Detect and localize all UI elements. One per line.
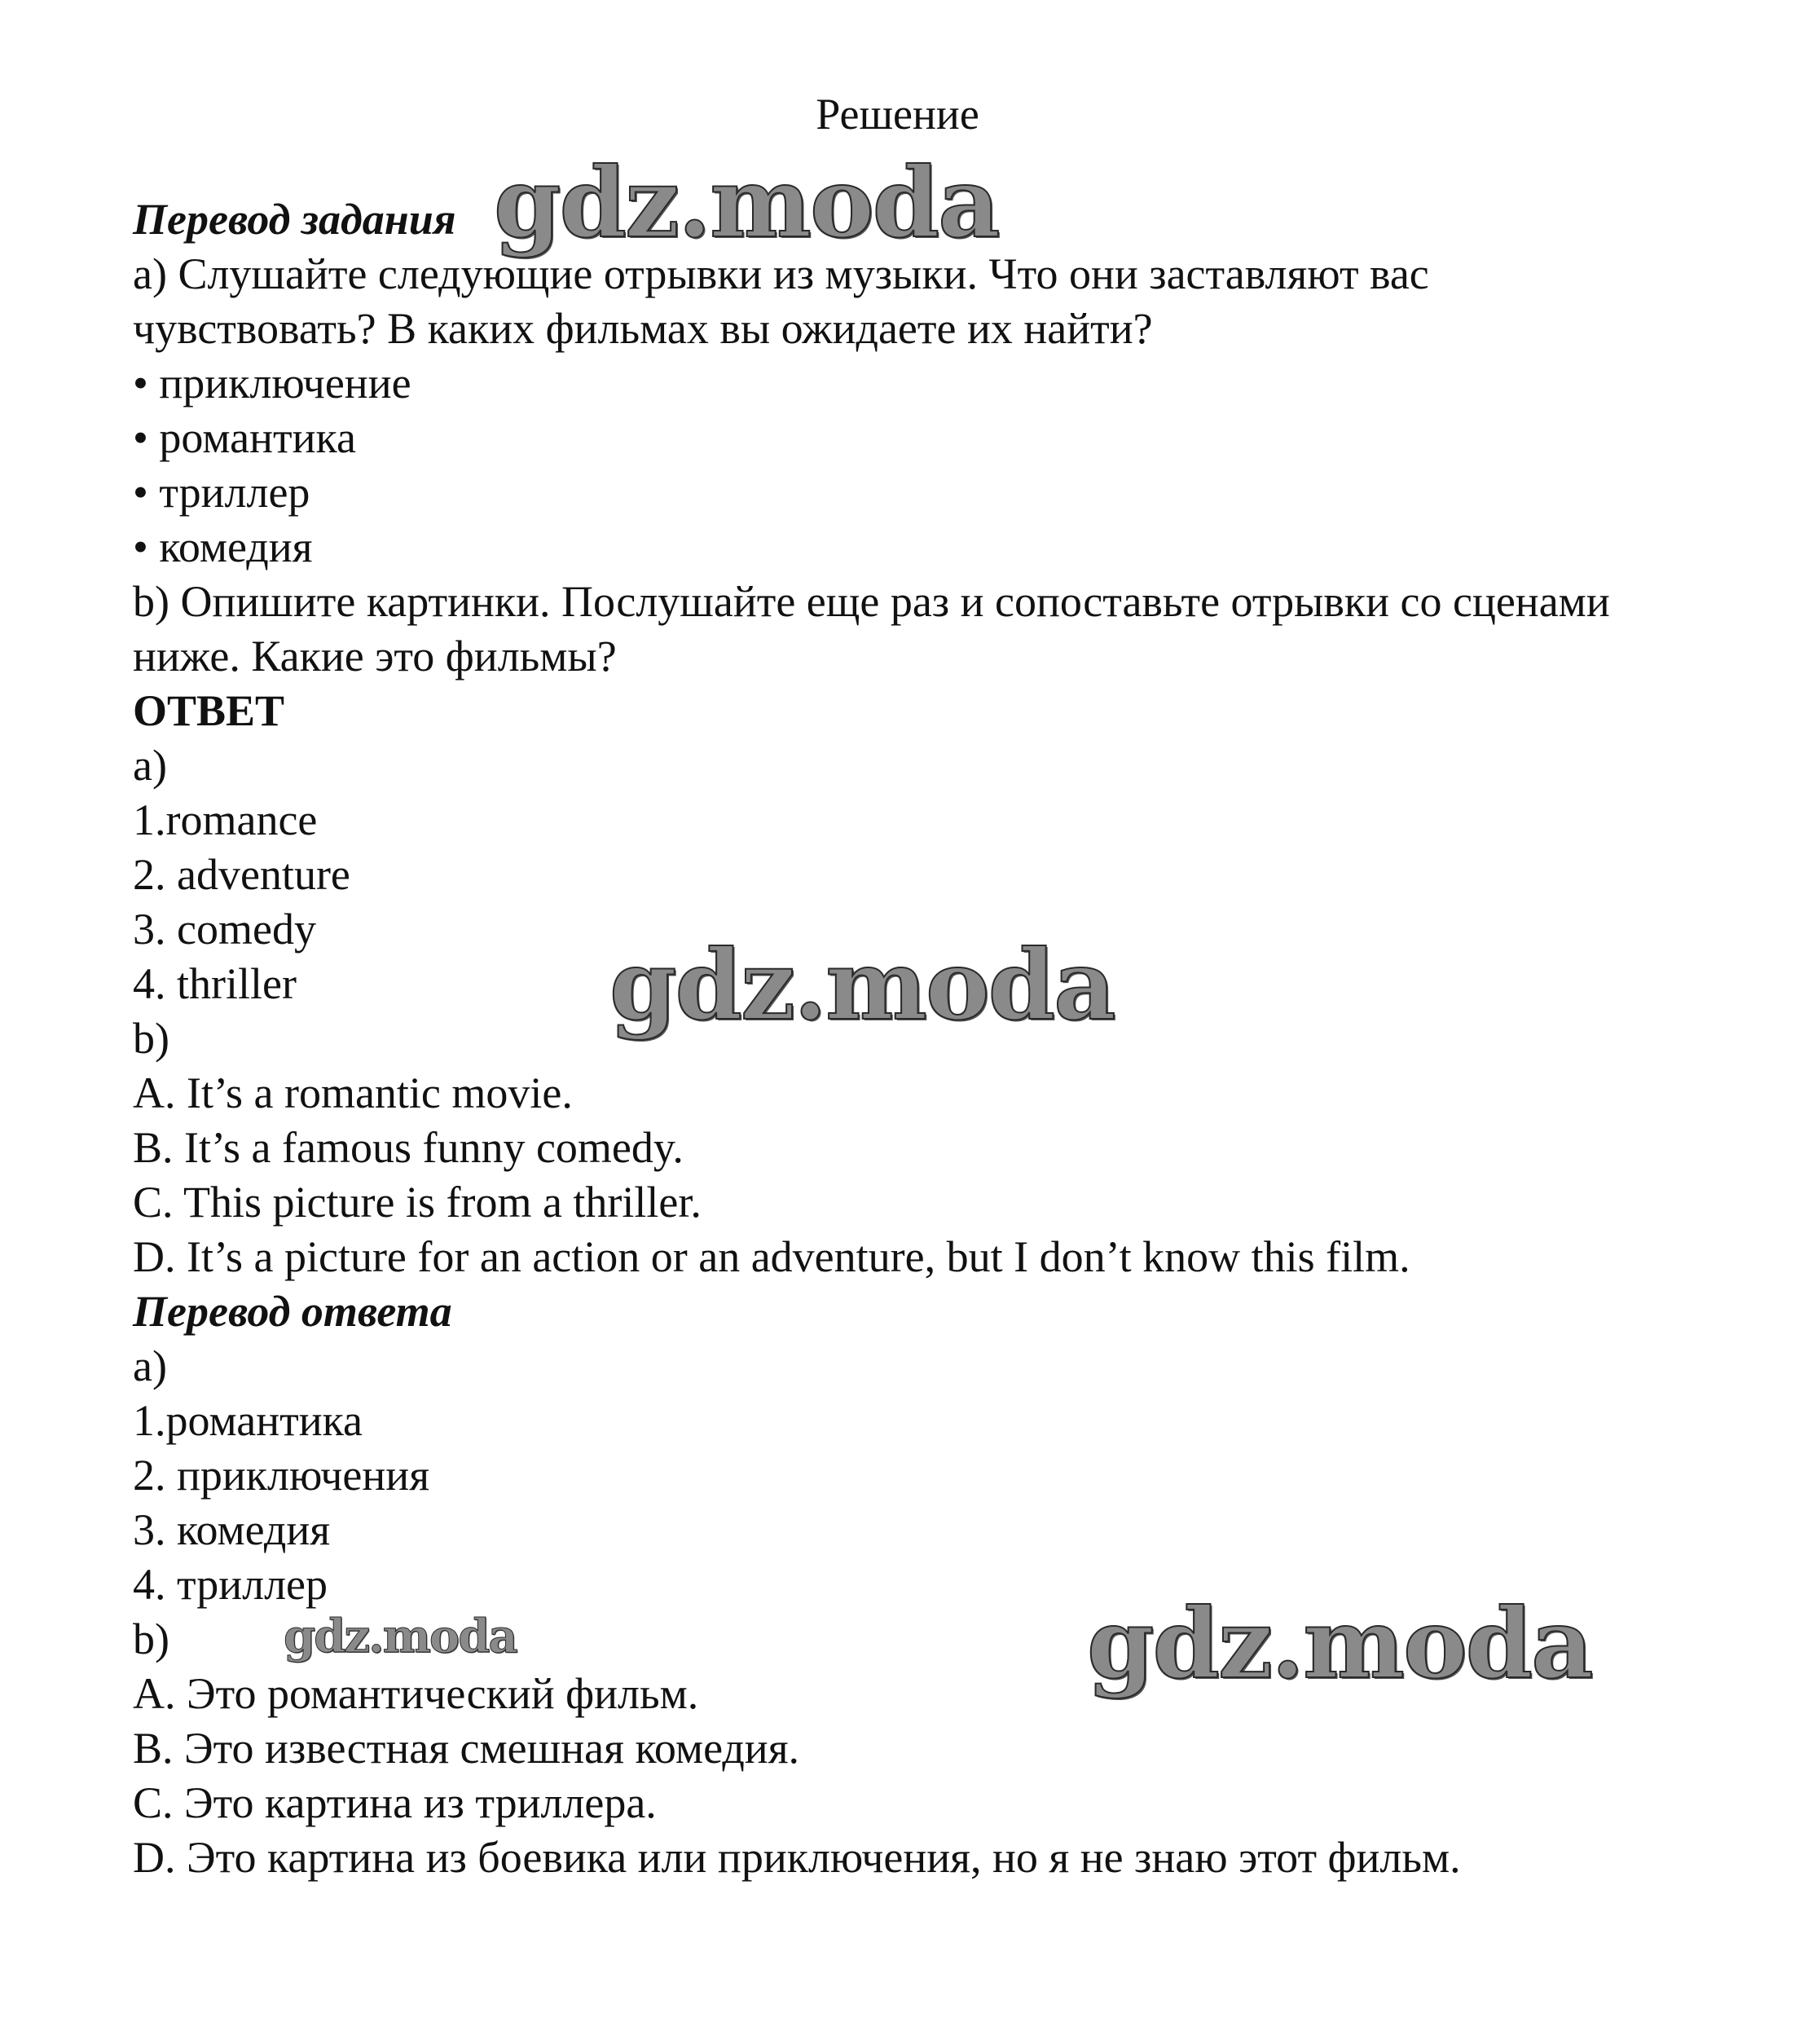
translation-b-item: C. Это картина из триллера. bbox=[133, 1778, 657, 1827]
genre-item: • романтика bbox=[133, 413, 356, 462]
watermark-logo: gdz.moda bbox=[1087, 1587, 1592, 1700]
translation-a-item: 2. приключения bbox=[133, 1451, 430, 1500]
task-translation-heading: Перевод задания bbox=[133, 195, 456, 244]
answer-b-item: A. It’s a romantic movie. bbox=[133, 1068, 573, 1117]
answer-b-item: C. This picture is from a thriller. bbox=[133, 1178, 702, 1227]
page-title: Решение bbox=[816, 90, 979, 139]
answer-heading: ОТВЕТ bbox=[133, 686, 285, 735]
watermark-logo: gdz.moda bbox=[494, 146, 999, 259]
task-part-a: a) Слушайте следующие отрывки из музыки. Что они заставляют вас чувствовать? В каких фильмах вы ожидаете их найти? bbox=[133, 249, 1429, 353]
answer-translation-heading: Перевод ответа bbox=[133, 1287, 452, 1336]
task-part-b: b) Опишите картинки. Послушайте еще раз и сопоставьте отрывки со сценами ниже. Какие это фильмы? bbox=[133, 577, 1610, 681]
genre-item: • триллер bbox=[133, 468, 310, 517]
translation-a-item: 3. комедия bbox=[133, 1505, 331, 1554]
translation-b-item: D. Это картина из боевика или приключения, но я не знаю этот фильм. bbox=[133, 1833, 1461, 1882]
answer-b-label: b) bbox=[133, 1014, 169, 1063]
answer-a-item: 4. thriller bbox=[133, 959, 297, 1008]
answer-a-item: 1.romance bbox=[133, 795, 318, 844]
watermark-logo: gdz.moda bbox=[609, 928, 1115, 1042]
watermark-logo: gdz.moda bbox=[284, 1610, 517, 1663]
translation-a-label: a) bbox=[133, 1341, 167, 1390]
translation-a-item: 1.романтика bbox=[133, 1396, 363, 1445]
answer-b-item: B. It’s a famous funny comedy. bbox=[133, 1123, 684, 1172]
answer-b-item: D. It’s a picture for an action or an adventure, but I don’t know this film. bbox=[133, 1232, 1410, 1281]
translation-b-item: B. Это известная смешная комедия. bbox=[133, 1724, 800, 1773]
genre-item: • комедия bbox=[133, 522, 313, 571]
translation-b-item: A. Это романтический фильм. bbox=[133, 1669, 699, 1718]
answer-a-item: 3. comedy bbox=[133, 905, 316, 954]
translation-b-label: b) bbox=[133, 1614, 169, 1663]
genre-item: • приключение bbox=[133, 359, 411, 407]
answer-a-label: a) bbox=[133, 741, 167, 790]
translation-a-item: 4. триллер bbox=[133, 1560, 328, 1609]
answer-a-item: 2. adventure bbox=[133, 850, 350, 899]
